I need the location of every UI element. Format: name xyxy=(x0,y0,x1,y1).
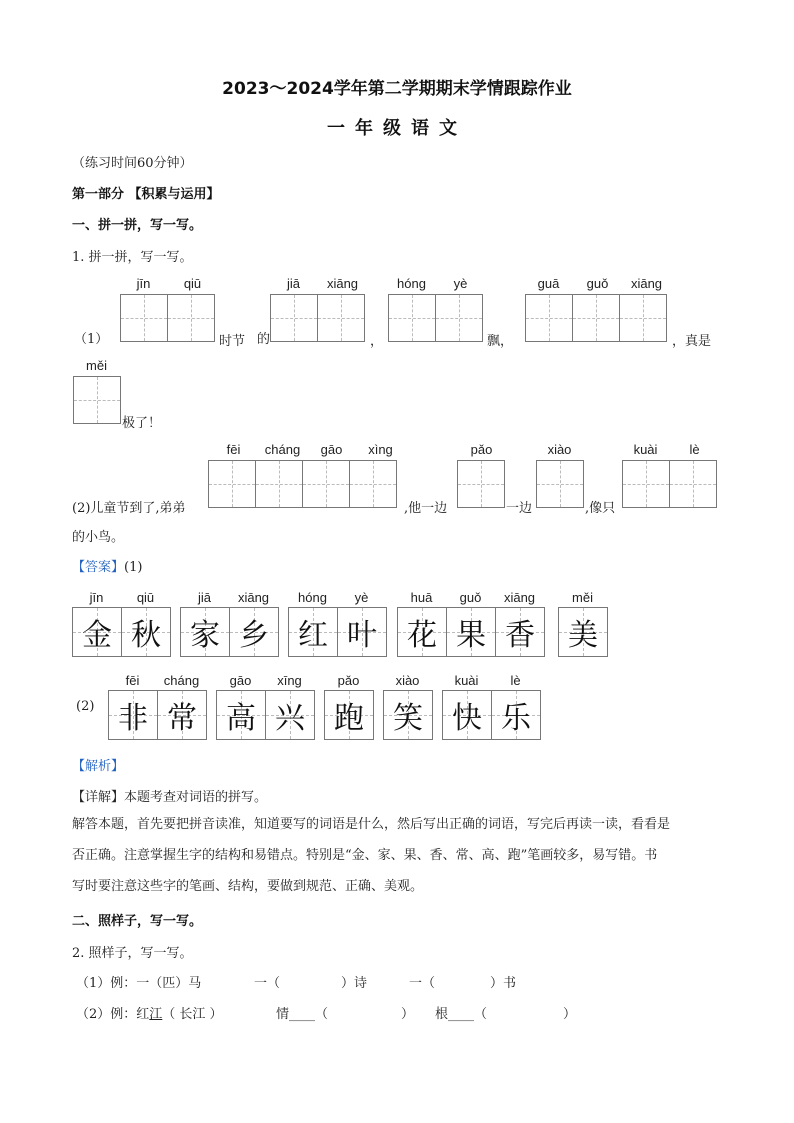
answer-cell xyxy=(324,690,374,740)
answer-cell xyxy=(495,607,545,657)
grid-cell[interactable] xyxy=(208,460,256,508)
time-note: （练习时间60分钟） xyxy=(72,156,193,171)
example-text xyxy=(76,1003,223,1022)
answer-cell xyxy=(491,690,541,740)
fill-blank-close: ）书 xyxy=(490,976,517,991)
fill-blank-close: ） xyxy=(401,1007,415,1022)
sentence-text: 一边 xyxy=(506,501,533,516)
analysis-paragraph-line: 否正确。注意掌握生字的结构和易错点。特别是“金、家、果、香、常、高、跑”笔画较多，易写错。书 xyxy=(72,848,658,863)
question-label: 2. 照样子，写一写。 xyxy=(72,946,193,961)
question-label: 1. 拼一拼，写一写。 xyxy=(72,250,193,265)
example-text: （1）例：一（匹）马 xyxy=(76,976,202,991)
pinyin: pǎo xyxy=(337,673,360,688)
grid-cell[interactable] xyxy=(572,294,620,342)
writing-grid[interactable] xyxy=(525,294,667,342)
grid-cell[interactable] xyxy=(317,294,365,342)
pinyin: gāo xyxy=(229,673,252,688)
q2-prefix: (2)儿童节到了,弟弟 xyxy=(72,501,186,516)
pinyin: qiū xyxy=(183,276,202,291)
fill-blank-close: ） xyxy=(563,1007,577,1022)
answer-char: 美 xyxy=(568,618,598,653)
fill-blank-open: 一（ xyxy=(254,976,281,991)
answer-char: 乐 xyxy=(501,701,531,736)
answer-char: 花 xyxy=(407,618,437,653)
analysis-label: 【解析】 xyxy=(72,759,125,774)
answer-cell xyxy=(442,690,492,740)
answer-label: 【答案】 xyxy=(72,560,125,575)
pinyin: xìng xyxy=(368,442,393,457)
writing-grid[interactable] xyxy=(622,460,717,508)
answer-grid xyxy=(108,690,207,740)
pinyin: pǎo xyxy=(470,442,493,457)
sentence-text: 飘， xyxy=(487,334,514,349)
pinyin: kuài xyxy=(633,442,658,457)
pinyin: jiā xyxy=(286,276,300,291)
example-underlined: 江 xyxy=(149,1007,163,1022)
answer-char: 金 xyxy=(82,618,112,653)
writing-grid[interactable] xyxy=(208,460,397,508)
answer-cell xyxy=(337,607,387,657)
sentence-text: 的 xyxy=(257,332,271,347)
pinyin: xiào xyxy=(547,442,572,457)
example-answer: （ 长江 ） xyxy=(162,1007,223,1022)
pinyin: guǒ xyxy=(459,590,482,605)
answer-char: 秋 xyxy=(131,618,161,653)
grid-cell[interactable] xyxy=(622,460,670,508)
pinyin: xiāng xyxy=(630,276,663,291)
writing-grid[interactable] xyxy=(536,460,584,508)
answer-cell xyxy=(397,607,447,657)
pinyin: jīn xyxy=(89,590,104,605)
answer-cell xyxy=(216,690,266,740)
analysis-paragraph-line: 解答本题，首先要把拼音读准，知道要写的词语是什么，然后写出正确的词语，写完后再读一读，看看是 xyxy=(72,817,671,832)
pinyin: fēi xyxy=(125,673,140,688)
pinyin: cháng xyxy=(264,442,301,457)
pinyin: hóng xyxy=(397,276,426,291)
answer-char: 果 xyxy=(456,618,486,653)
pinyin: fēi xyxy=(226,442,241,457)
grid-cell[interactable] xyxy=(73,376,121,424)
grid-cell[interactable] xyxy=(255,460,303,508)
pinyin: hóng xyxy=(298,590,327,605)
writing-grid[interactable] xyxy=(120,294,215,342)
pinyin: qiū xyxy=(136,590,155,605)
grid-cell[interactable] xyxy=(388,294,436,342)
fill-blank-open: 情____（ xyxy=(276,1007,329,1022)
answer-char: 乡 xyxy=(239,618,269,653)
answer-char: 快 xyxy=(452,701,482,736)
answer-char: 兴 xyxy=(275,701,305,736)
writing-grid[interactable] xyxy=(270,294,365,342)
answer-char: 笑 xyxy=(393,701,423,736)
fill-blank-open: 一（ xyxy=(409,976,436,991)
answer-cell xyxy=(121,607,171,657)
pinyin: yè xyxy=(453,276,468,291)
grid-cell[interactable] xyxy=(536,460,584,508)
grid-cell[interactable] xyxy=(270,294,318,342)
answer-heading xyxy=(72,556,142,575)
answer-grid xyxy=(180,607,279,657)
pinyin: kuài xyxy=(454,673,479,688)
sentence-text: ,像只 xyxy=(585,501,616,516)
sentence-text: ,他一边 xyxy=(404,501,448,516)
example-prefix: （2）例：红 xyxy=(76,1007,150,1022)
answer-char: 香 xyxy=(505,618,535,653)
grid-cell[interactable] xyxy=(120,294,168,342)
writing-grid[interactable] xyxy=(457,460,505,508)
grid-cell[interactable] xyxy=(302,460,350,508)
answer-cell xyxy=(229,607,279,657)
pinyin: lè xyxy=(510,673,521,688)
answer-cell xyxy=(446,607,496,657)
pinyin: měi xyxy=(572,590,593,605)
answer-grid xyxy=(442,690,541,740)
analysis-detail xyxy=(72,786,267,805)
answer-grid xyxy=(72,607,171,657)
pinyin: xiāng xyxy=(326,276,359,291)
sentence-text: ， xyxy=(370,334,384,349)
writing-grid[interactable] xyxy=(388,294,483,342)
section-heading: 一、拼一拼，写一写。 xyxy=(72,218,203,233)
pinyin: měi xyxy=(86,358,107,373)
sentence-text: 极了！ xyxy=(122,416,162,431)
answer-char: 红 xyxy=(298,618,328,653)
answer-cell xyxy=(288,607,338,657)
pinyin: guā xyxy=(537,276,560,291)
grid-cell[interactable] xyxy=(457,460,505,508)
answer-part-tag: (1) xyxy=(124,560,143,575)
grid-cell[interactable] xyxy=(619,294,667,342)
answer-grid xyxy=(558,607,608,657)
part-label: 第一部分 【积累与运用】 xyxy=(72,187,220,202)
sentence-text: 时节 xyxy=(219,334,246,349)
answer-cell xyxy=(180,607,230,657)
sentence-text: 的小鸟。 xyxy=(72,530,125,545)
detail-tag: 【详解】 xyxy=(72,790,125,805)
answer-grid xyxy=(397,607,545,657)
answer-part-tag: (2) xyxy=(76,699,95,714)
pinyin: jiā xyxy=(197,590,211,605)
pinyin: cháng xyxy=(163,673,200,688)
answer-char: 高 xyxy=(226,701,256,736)
answer-cell xyxy=(108,690,158,740)
pinyin: huā xyxy=(410,590,433,605)
answer-cell xyxy=(383,690,433,740)
answer-cell xyxy=(558,607,608,657)
pinyin: yè xyxy=(354,590,369,605)
grid-cell[interactable] xyxy=(349,460,397,508)
fill-blank-close: ）诗 xyxy=(341,976,368,991)
pinyin: gāo xyxy=(320,442,343,457)
answer-cell xyxy=(265,690,315,740)
pinyin: guǒ xyxy=(586,276,609,291)
answer-char: 常 xyxy=(167,701,197,736)
pinyin: lè xyxy=(689,442,700,457)
pinyin: xiào xyxy=(395,673,420,688)
answer-grid xyxy=(288,607,387,657)
page-subtitle: 一年级语文 xyxy=(327,118,467,139)
pinyin: xiāng xyxy=(237,590,270,605)
answer-grid xyxy=(324,690,374,740)
writing-grid[interactable] xyxy=(73,376,121,424)
section-heading: 二、照样子，写一写。 xyxy=(72,914,203,929)
pinyin: jīn xyxy=(136,276,151,291)
answer-grid xyxy=(216,690,315,740)
answer-char: 叶 xyxy=(347,618,377,653)
page-title: 2023～2024学年第二学期期末学情跟踪作业 xyxy=(222,79,572,99)
answer-char: 家 xyxy=(190,618,220,653)
grid-cell[interactable] xyxy=(525,294,573,342)
answer-cell xyxy=(157,690,207,740)
fill-blank-open: 根____（ xyxy=(435,1007,488,1022)
q1-prefix: （1） xyxy=(74,332,109,347)
answer-grid xyxy=(383,690,433,740)
answer-char: 非 xyxy=(118,701,148,736)
answer-cell xyxy=(72,607,122,657)
pinyin: xiāng xyxy=(503,590,536,605)
analysis-paragraph-line: 写时要注意这些字的笔画、结构，要做到规范、正确、美观。 xyxy=(72,879,424,894)
grid-cell[interactable] xyxy=(167,294,215,342)
detail-text: 本题考查对词语的拼写。 xyxy=(124,790,268,805)
sentence-text: ，真是 xyxy=(672,334,712,349)
grid-cell[interactable] xyxy=(669,460,717,508)
answer-char: 跑 xyxy=(334,701,364,736)
grid-cell[interactable] xyxy=(435,294,483,342)
pinyin: xīng xyxy=(277,673,302,688)
